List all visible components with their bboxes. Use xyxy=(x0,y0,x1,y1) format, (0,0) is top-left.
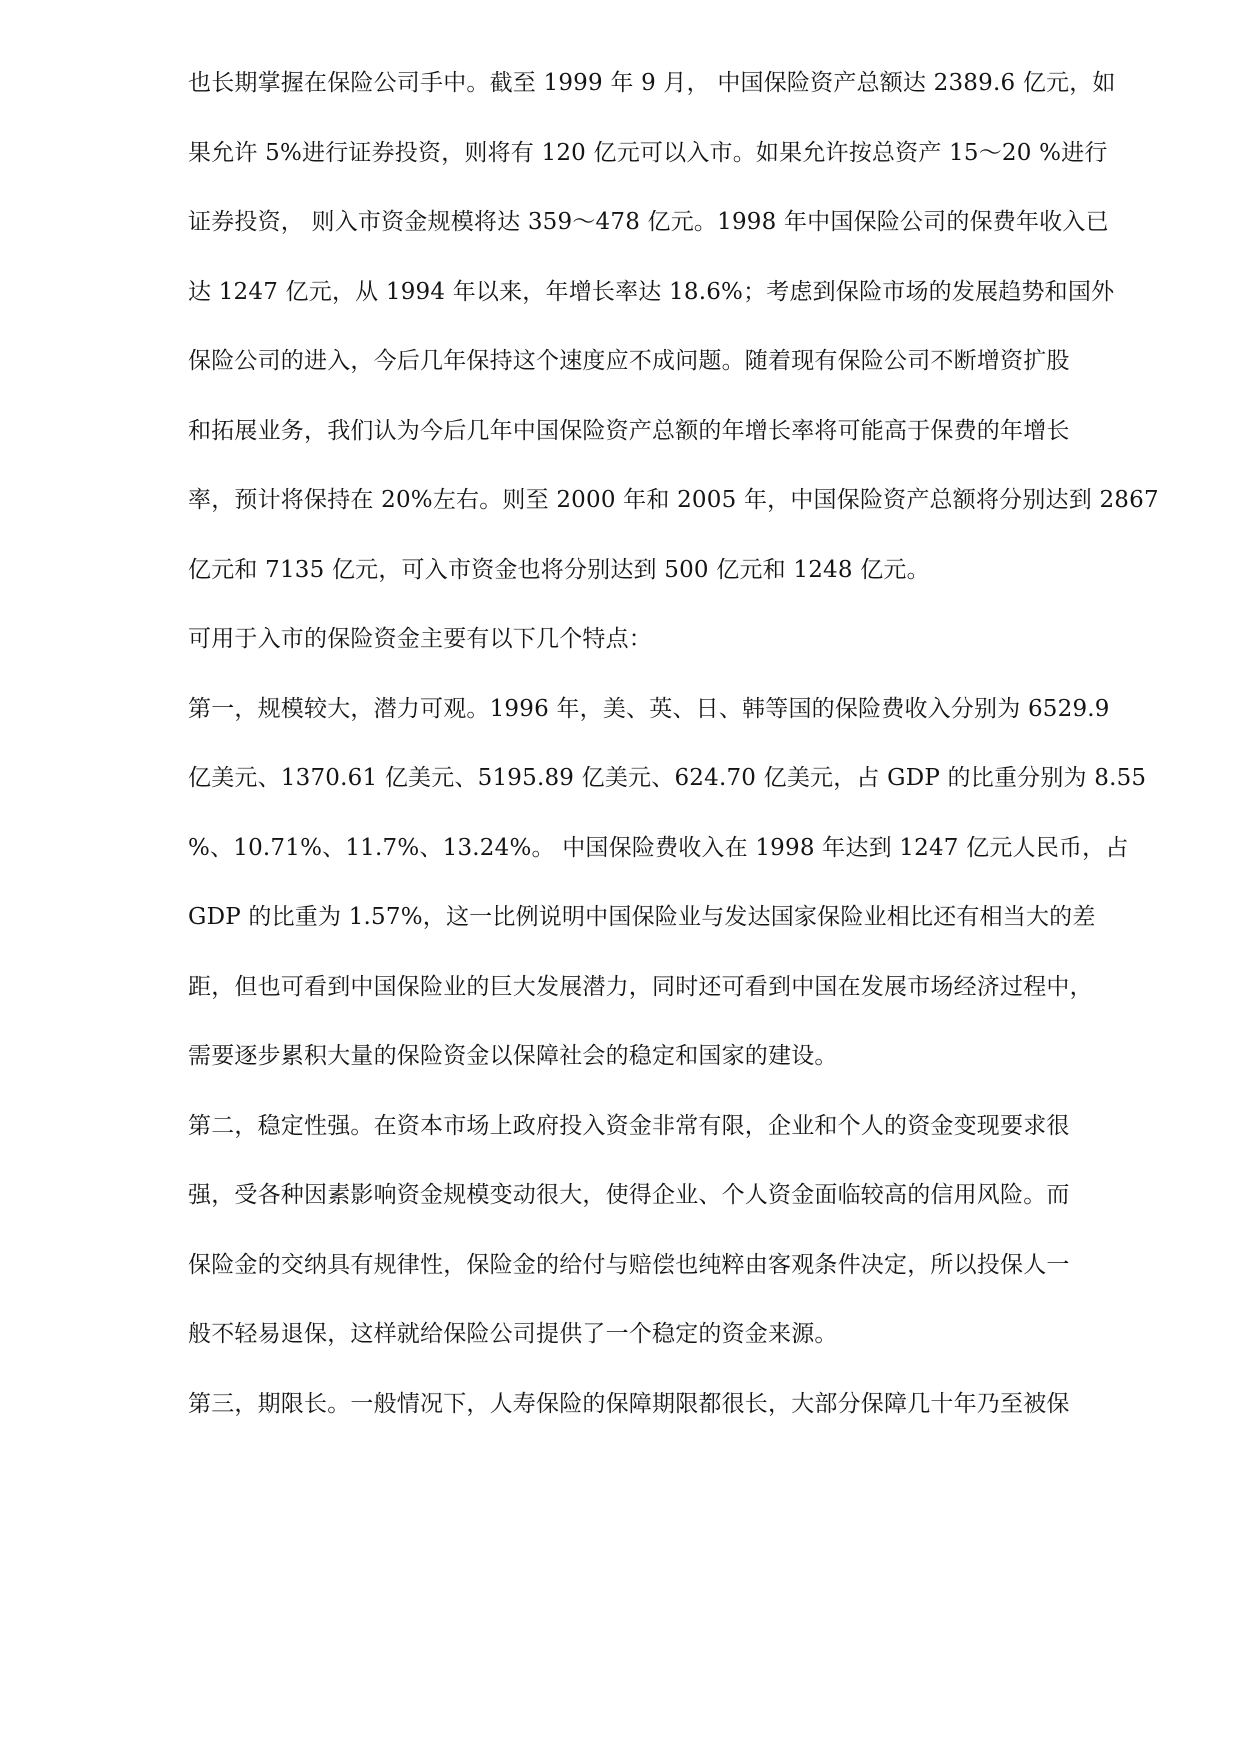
text-line: 保险公司的进入，今后几年保持这个速度应不成问题。随着现有保险公司不断增资扩股 xyxy=(188,348,1070,374)
text-line: 可用于入市的保险资金主要有以下几个特点： xyxy=(188,626,652,652)
text-line: 保险金的交纳具有规律性，保险金的给付与赔偿也纯粹由客观条件决定，所以投保人一 xyxy=(188,1252,1070,1278)
text-line: 强，受各种因素影响资金规模变动很大，使得企业、个人资金面临较高的信用风险。而 xyxy=(188,1182,1070,1208)
text-line: 证券投资， 则入市资金规模将达 359～478 亿元。1998 年中国保险公司的保费年收入已 xyxy=(188,209,1109,235)
text-line: 距，但也可看到中国保险业的巨大发展潜力，同时还可看到中国在发展市场经济过程中， xyxy=(188,974,1093,1000)
text-line: 需要逐步累积大量的保险资金以保障社会的稳定和国家的建设。 xyxy=(188,1043,838,1069)
text-line: 果允许 5%进行证券投资，则将有 120 亿元可以入市。如果允许按总资产 15～20 %进行 xyxy=(188,140,1108,166)
text-line: 也长期掌握在保险公司手中。截至 1999 年 9 月， 中国保险资产总额达 2389.6 亿元，如 xyxy=(188,70,1116,96)
text-line: 般不轻易退保，这样就给保险公司提供了一个稳定的资金来源。 xyxy=(188,1321,838,1347)
text-line: 达 1247 亿元，从 1994 年以来，年增长率达 18.6%；考虑到保险市场的发展趋势和国外 xyxy=(188,279,1115,305)
text-line: 第三，期限长。一般情况下，人寿保险的保障期限都很长，大部分保障几十年乃至被保 xyxy=(188,1391,1070,1417)
text-line: GDP 的比重为 1.57%，这一比例说明中国保险业与发达国家保险业相比还有相当大的差 xyxy=(188,904,1096,930)
text-line: 和拓展业务，我们认为今后几年中国保险资产总额的年增长率将可能高于保费的年增长 xyxy=(188,418,1070,444)
text-line: %、10.71%、11.7%、13.24%。 中国保险费收入在 1998 年达到 1247 亿元人民币，占 xyxy=(188,835,1129,861)
text-line: 第二，稳定性强。在资本市场上政府投入资金非常有限，企业和个人的资金变现要求很 xyxy=(188,1113,1070,1139)
text-line: 第一，规模较大，潜力可观。1996 年，美、英、日、韩等国的保险费收入分别为 6529.9 xyxy=(188,696,1110,722)
text-line: 亿元和 7135 亿元，可入市资金也将分别达到 500 亿元和 1248 亿元。 xyxy=(188,557,930,583)
text-line: 亿美元、1370.61 亿美元、5195.89 亿美元、624.70 亿美元，占 GDP 的比重分别为 8.55 xyxy=(188,765,1147,791)
text-line: 率，预计将保持在 20%左右。则至 2000 年和 2005 年，中国保险资产总额将分别达到 2867 xyxy=(188,487,1159,513)
